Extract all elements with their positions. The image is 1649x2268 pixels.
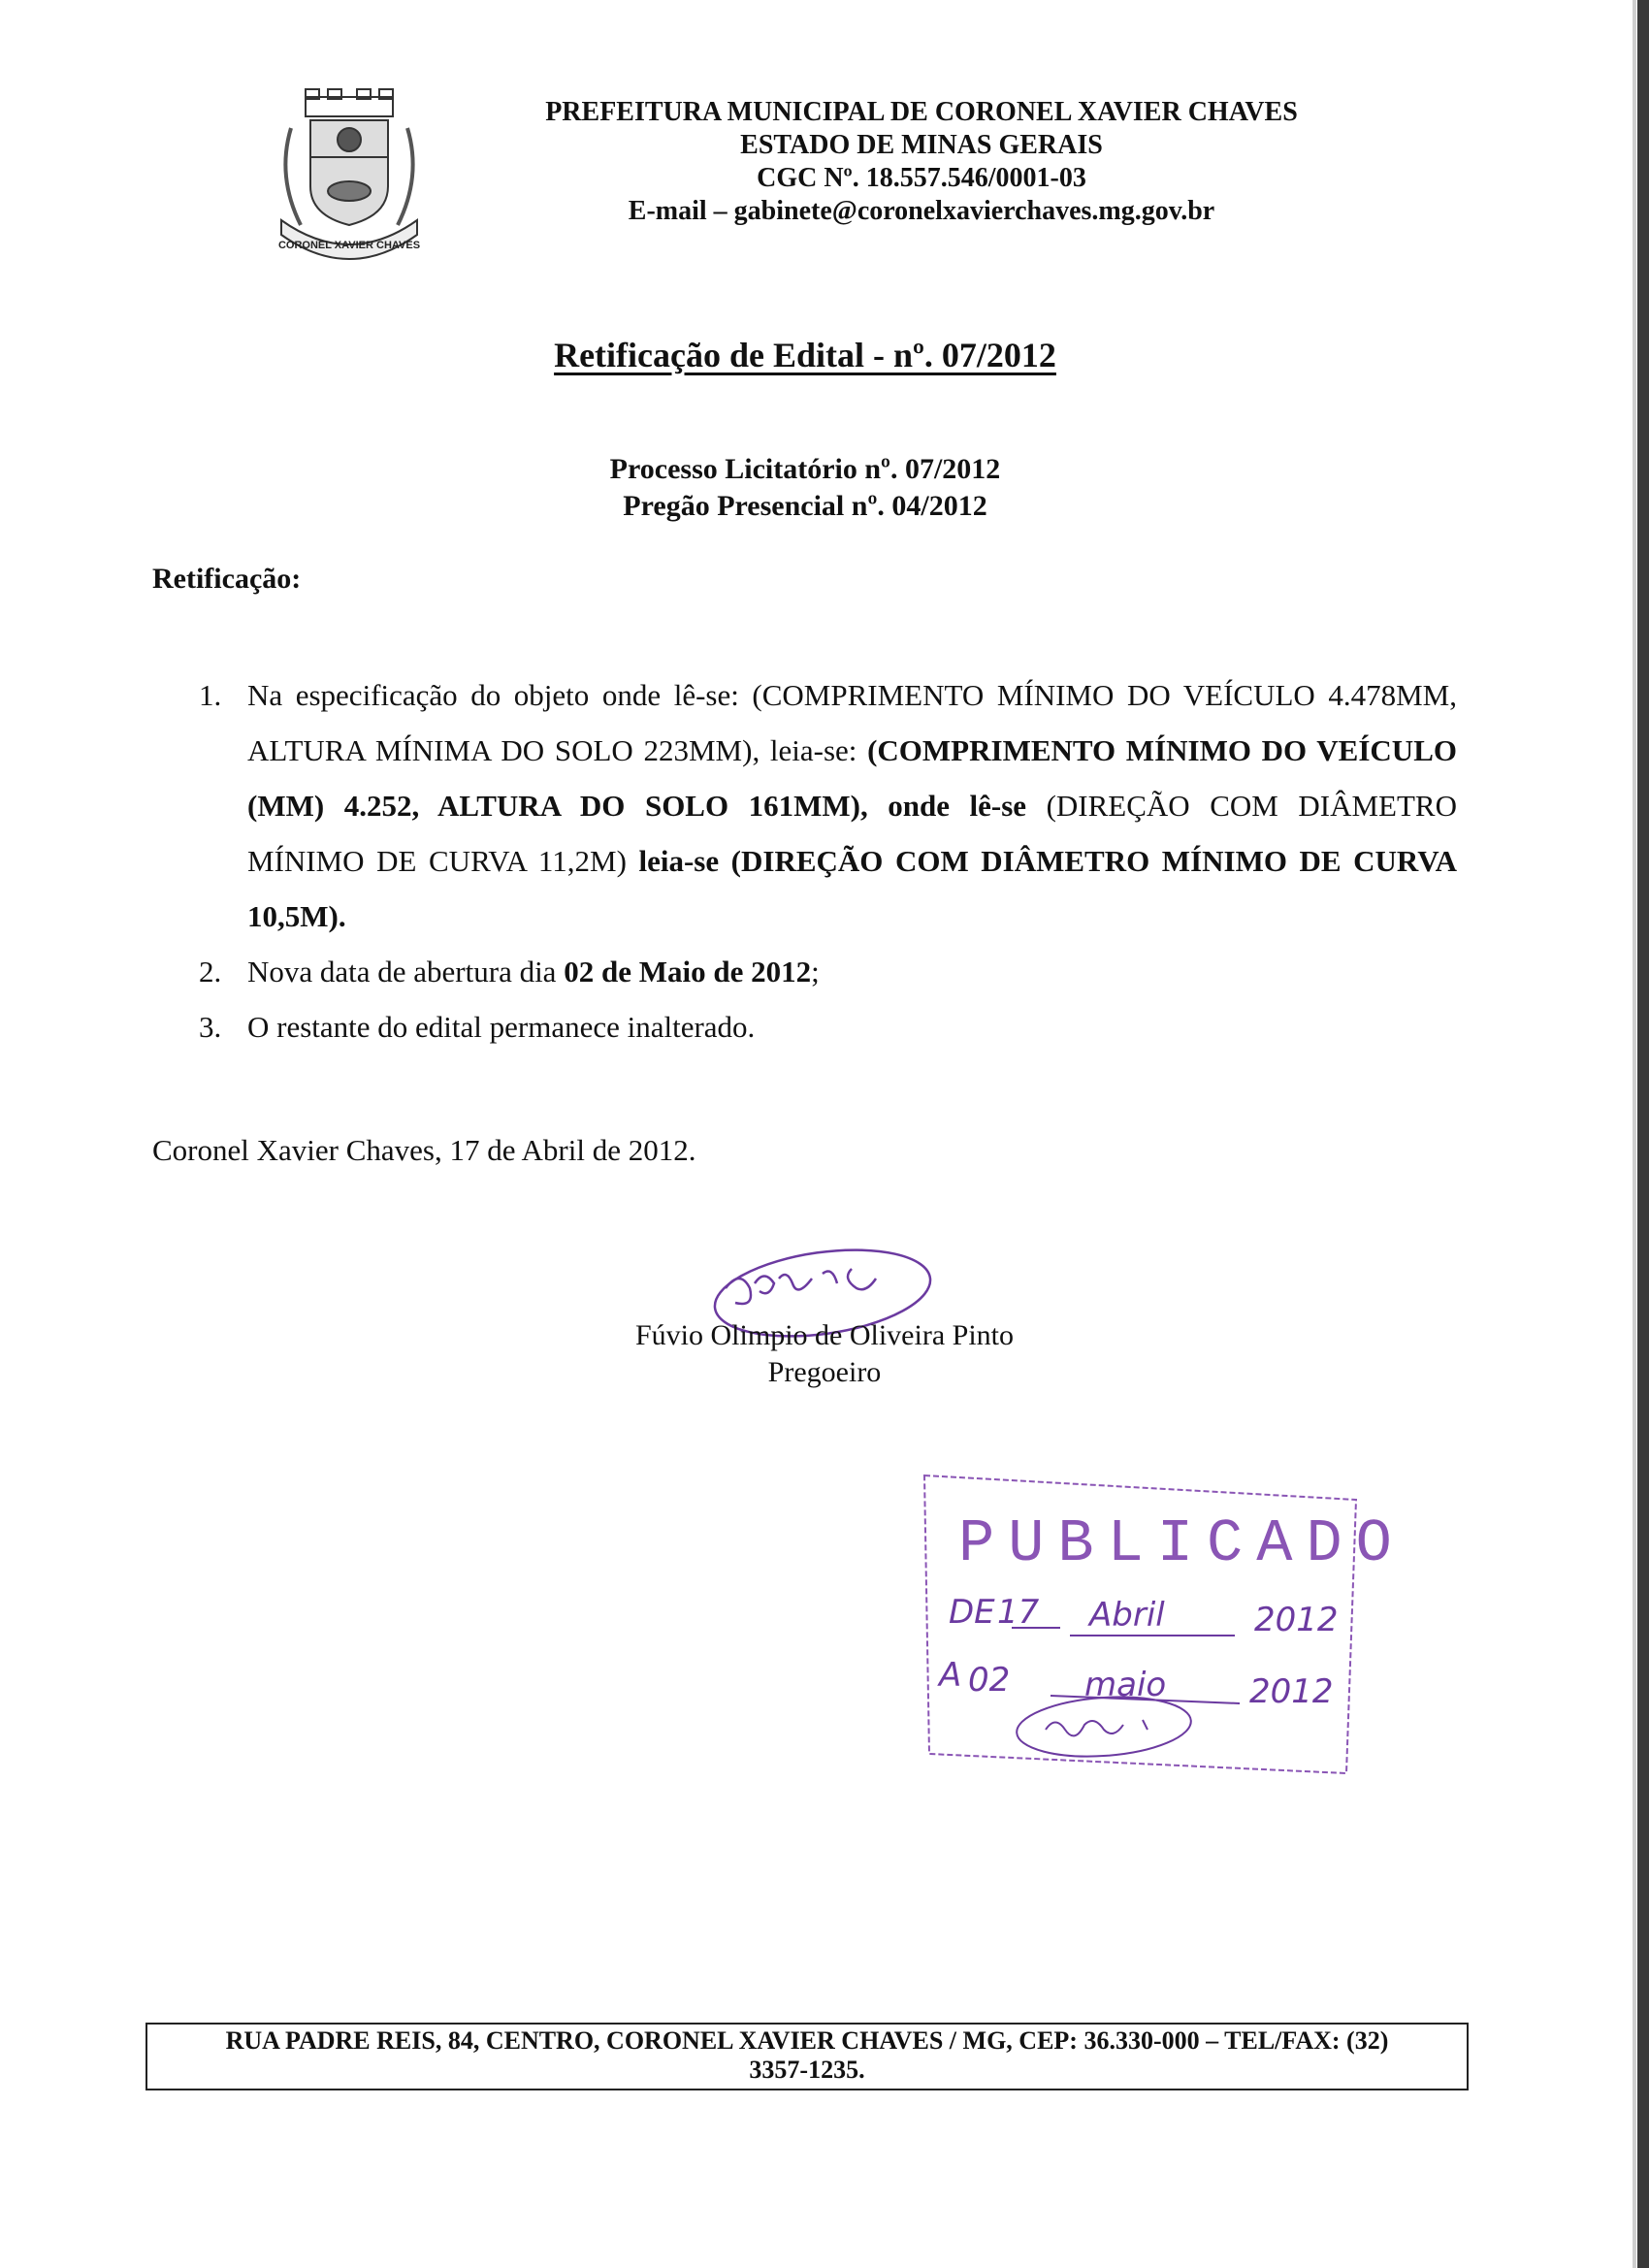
footer-address-line2: 3357-1235.	[749, 2056, 865, 2084]
stamp-to-label: A	[939, 1656, 962, 1695]
list-item	[199, 667, 1457, 944]
municipal-crest-logo	[272, 89, 427, 259]
item2-text-b: 02 de Maio de 2012	[564, 955, 812, 988]
place-and-date: Coronel Xavier Chaves, 17 de Abril de 2012.	[152, 1133, 696, 1167]
stamp-to-month: maio	[1084, 1666, 1167, 1704]
stamp-from-label: DE	[949, 1593, 995, 1632]
document-title: Retificação de Edital - nº. 07/2012	[554, 336, 1056, 374]
footer-address-box	[146, 2023, 1469, 2090]
stamp-title: PUBLICADO	[958, 1509, 1406, 1578]
signer-role: Pregoeiro	[767, 1356, 882, 1388]
signer-name: Fúvio Olimpio de Oliveira Pinto	[635, 1319, 1014, 1351]
scan-edge-dark	[1637, 0, 1649, 2268]
list-item-number: 2.	[199, 955, 222, 988]
list-item	[199, 944, 1457, 999]
stamp-to-year: 2012	[1249, 1672, 1334, 1711]
item1-text-d: leia-se (DIREÇÃO COM DIÂMETRO MÍNIMO DE CURVA 10,5M).	[247, 844, 1457, 933]
header-line-cgc: CGC Nº. 18.557.546/0001-03	[757, 163, 1086, 193]
item2-text-c: ;	[811, 955, 820, 988]
publication-stamp	[920, 1473, 1406, 1781]
header-line-email: E-mail – gabinete@coronelxavierchaves.mg.gov.br	[628, 196, 1215, 226]
item1-text-c: (DIREÇÃO COM DIÂMETRO MÍNIMO DE CURVA 11,2M)	[247, 789, 1457, 878]
retificacao-label: Retificação:	[152, 563, 302, 595]
stamp-from-day: 17	[997, 1593, 1040, 1632]
retification-list	[199, 667, 1457, 1054]
item1-text-b: (COMPRIMENTO MÍNIMO DO VEÍCULO (MM) 4.252, ALTURA DO SOLO 161MM), onde lê-se	[247, 733, 1457, 823]
crest-ribbon-text: CORONEL XAVIER CHAVES	[277, 240, 421, 251]
list-item	[199, 999, 1457, 1054]
stamp-to-day: 02	[968, 1661, 1011, 1700]
process-number: Processo Licitatório nº. 07/2012	[609, 453, 1001, 485]
stamp-from-month: Abril	[1089, 1596, 1165, 1635]
stamp-from-year: 2012	[1254, 1601, 1339, 1639]
item1-text-a: Na especificação do objeto onde lê-se: (COMPRIMENTO MÍNIMO DO VEÍCULO 4.478MM, ALTURA MÍNIMA DO SOLO 223MM), leia-se:	[247, 678, 1457, 767]
item2-text-a: Nova data de abertura dia	[247, 955, 565, 988]
item3-text: O restante do edital permanece inalterado.	[247, 1010, 756, 1044]
header-line-estado: ESTADO DE MINAS GERAIS	[740, 130, 1103, 160]
list-item-number: 3.	[199, 1010, 222, 1044]
list-item-number: 1.	[199, 678, 222, 712]
header-line-prefeitura: PREFEITURA MUNICIPAL DE CORONEL XAVIER CHAVES	[545, 97, 1298, 127]
pregao-number: Pregão Presencial nº. 04/2012	[623, 490, 987, 522]
scan-edge-light	[1633, 0, 1636, 2268]
footer-address-line1: RUA PADRE REIS, 84, CENTRO, CORONEL XAVIER CHAVES / MG, CEP: 36.330-000 – TEL/FAX: (32)	[225, 2026, 1389, 2055]
